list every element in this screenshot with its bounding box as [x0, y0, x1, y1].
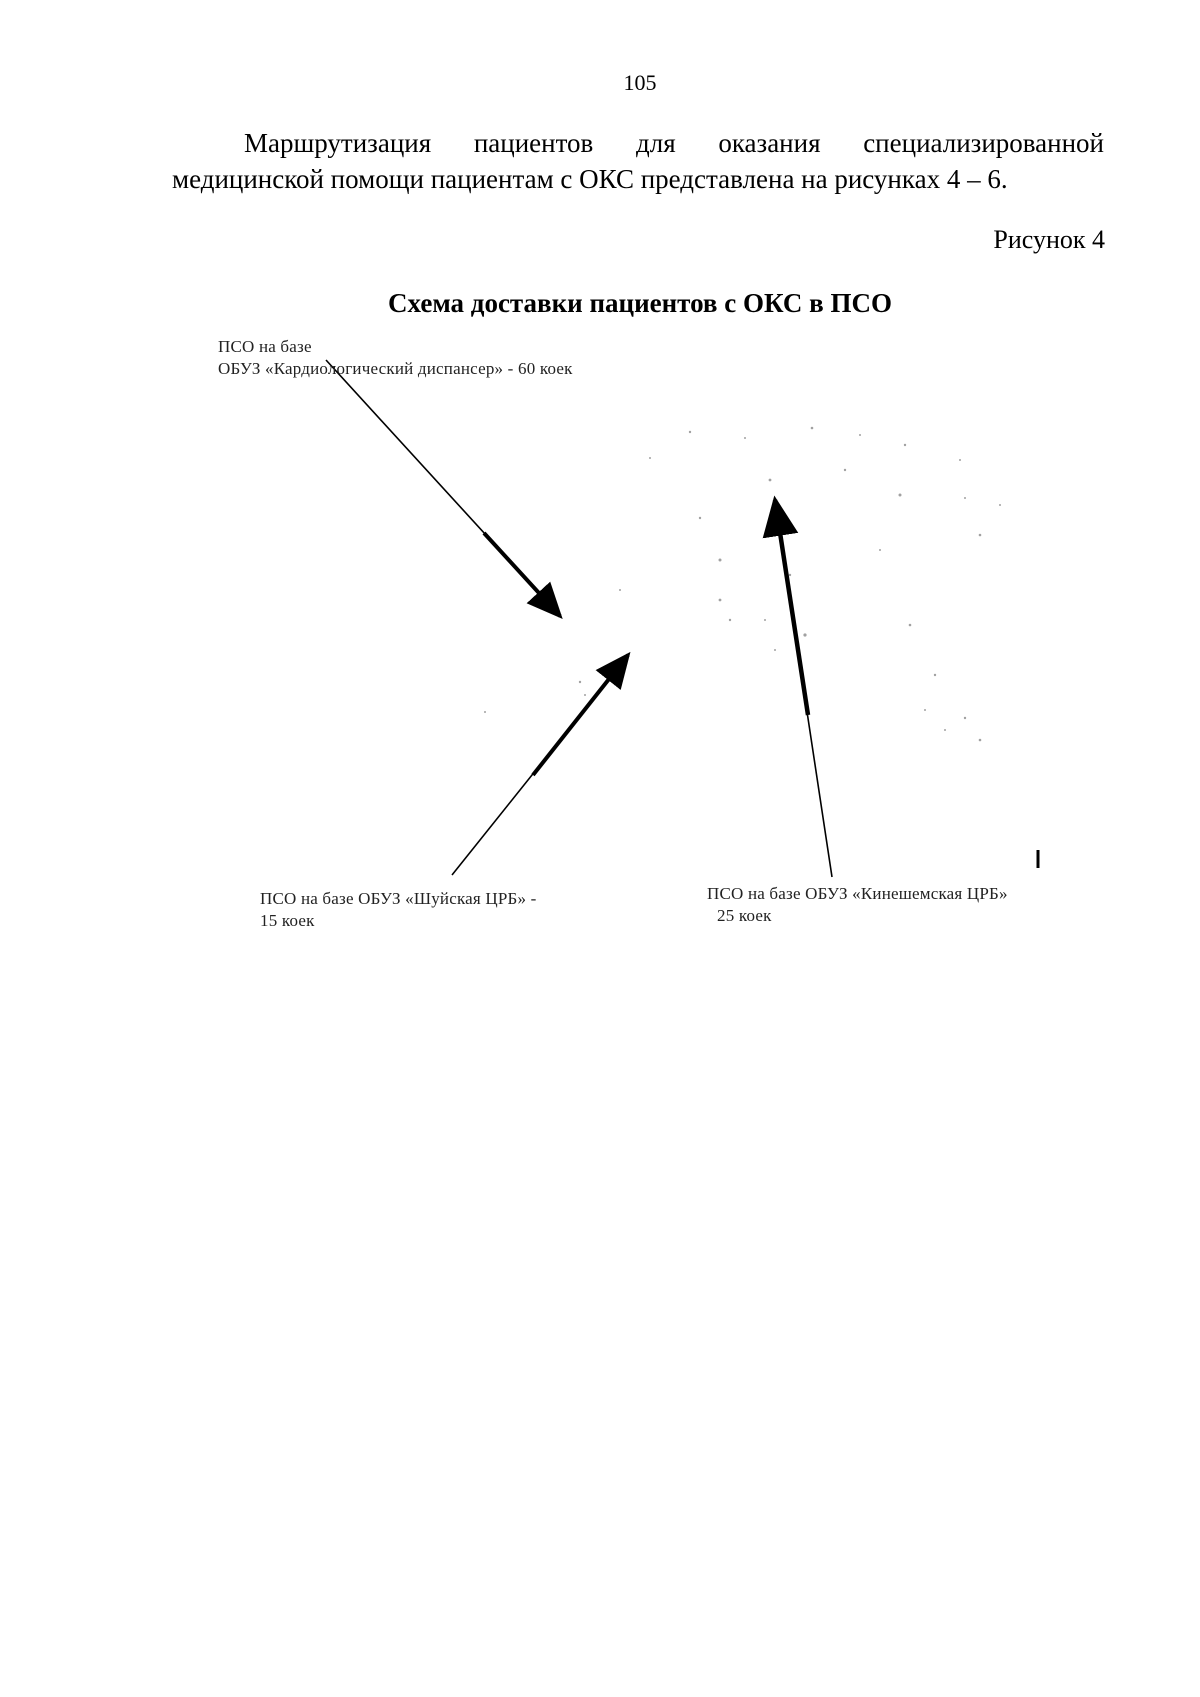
- intro-line-2: медицинской помощи пациентам с ОКС представлена на рисунках 4 – 6.: [172, 164, 1008, 194]
- scheme-title: Схема доставки пациентов с ОКС в ПСО: [388, 288, 892, 318]
- arrow-shuya-head: [533, 655, 628, 775]
- page-number: 105: [623, 70, 657, 95]
- intro-line-1: Маршрутизация пациентов для оказания специализированной: [244, 128, 1104, 158]
- figure-label: Рисунок 4: [993, 225, 1105, 254]
- node-shuya-line-1: ПСО на базе ОБУЗ «Шуйская ЦРБ» -: [260, 889, 537, 908]
- node-cardio-line-2: ОБУЗ «Кардиологический диспансер» - 60 коек: [218, 359, 573, 378]
- node-label-shuya: [260, 888, 536, 932]
- delivery-scheme: [0, 320, 1200, 960]
- node-kineshma-line-2: 25 коек: [717, 906, 772, 925]
- node-kineshma-line-1: ПСО на базе ОБУЗ «Кинешемская ЦРБ»: [707, 884, 1008, 903]
- node-cardio-line-1: ПСО на базе: [218, 337, 312, 356]
- arrow-kineshma-head: [775, 500, 808, 715]
- arrow-cardio-head: [484, 533, 560, 616]
- scheme-arrows: [0, 320, 1200, 960]
- node-label-kineshma: [707, 883, 1008, 927]
- node-label-cardio: [218, 336, 573, 380]
- intro-paragraph: [172, 125, 1104, 197]
- node-shuya-line-2: 15 коек: [260, 911, 315, 930]
- map-speckles: [484, 427, 1001, 742]
